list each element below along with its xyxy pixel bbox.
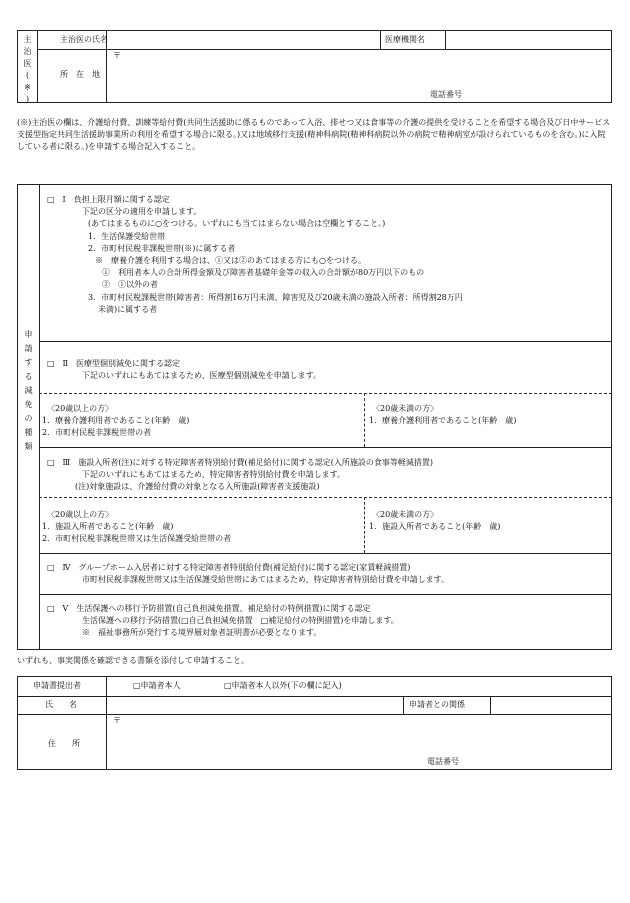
submitter-phone-label: 電話番号 [427,757,459,766]
section-1-title[interactable]: □ Ⅰ 負担上限月額に関する認定 [47,195,170,204]
attach-note: いずれも、事実関係を確認できる書類を添付して申請すること。 [17,656,249,665]
reduction-side-char: の [24,414,33,423]
reduction-side-char: す [24,358,33,367]
reduction-side-char: 種 [24,428,33,437]
section-1-option[interactable]: 3．市町村民税課税世帯(障害者：所得割16万円未満、障害児及び20歳未満の施設入所者：所得割28万円 [88,293,463,302]
physician-address-label: 所 在 地 [60,70,100,79]
physician-name-field[interactable] [112,35,372,47]
section-2-over20-head: 〈20歳以上の方〉 [47,404,114,413]
physician-side-char: ※ [24,83,31,92]
section-2-under20-item[interactable]: 1．療養介護利用者であること(年齢 歳) [369,416,517,425]
section-1-option[interactable]: ② ①以外の者 [102,280,158,289]
section-4-line: 市町村民税非課税世帯又は生活保護受給世帯にあてはまるため、特定障害者特別給付費を申請します。 [82,575,450,584]
section-4-title[interactable]: □ Ⅳ グループホーム入居者に対する特定障害者特別給付費(補足給付)に関する認定(家賃軽減措置) [47,563,411,572]
section-3-over20-item[interactable]: 2．市町村民税非課税世帯又は生活保護受給世帯の者 [42,534,232,543]
section-5-note: ※ 福祉事務所が発行する境界層対象者証明書が必要となります。 [82,628,322,637]
institution-field[interactable] [450,35,605,47]
section-2-over20-item[interactable]: 1．療養介護利用者であること(年齢 歳) [42,416,190,425]
section-1-line: ※ 療養介護を利用する場合は、①又は②のあてはまる方にも○をつける。 [95,256,366,265]
section-3-note: (注)対象施設は、介護給付費の対象となる入所施設(障害者支援施設) [75,482,320,491]
section-1-line: 下記の区分の適用を申請します。 [82,207,202,216]
submitter-self-option[interactable]: □申請者本人 [133,681,181,690]
reduction-side-char: 請 [24,344,33,353]
section-2-over20-item[interactable]: 2．市町村民税非課税世帯の者 [42,428,152,437]
reduction-side-char: 申 [24,330,33,339]
institution-label: 医療機関名 [385,35,425,44]
section-1-option[interactable]: ① 利用者本人の合計所得金額及び障害者基礎年金等の収入の合計額が80万円以下のもの [102,268,425,277]
submitter-name-field[interactable] [112,699,397,711]
physician-side-char: 医 [23,59,32,68]
section-2-line: 下記のいずれにもあてはまるため、医療型個別減免を申請します。 [82,371,322,380]
relation-label: 申請者との関係 [409,700,465,709]
reduction-side-label [19,328,38,454]
submitter-address-field[interactable] [125,718,605,754]
physician-side-char: ( [25,71,30,80]
section-1-line: 未満)に属する者 [98,305,158,314]
physician-postal-mark: 〒 [113,51,121,60]
section-2-title[interactable]: □ Ⅱ 医療型個別減免に関する認定 [47,359,180,368]
reduction-side-char: 減 [24,386,33,395]
section-5-title[interactable]: □ Ⅴ 生活保護への移行予防措置(自己負担減免措置、補足給付の特例措置)に関する認定 [47,604,371,613]
reduction-side-char: 免 [24,400,33,409]
section-3-over20-item[interactable]: 1．施設入所者であること(年齢 歳) [42,522,174,531]
submitter-name-label: 氏 名 [45,700,77,709]
relation-field[interactable] [495,699,605,711]
section-3-line: 下記のいずれにもあてはまるため、特定障害者特別給付費を申請します。 [82,470,346,479]
section-2-under20-head: 〈20歳未満の方〉 [372,404,439,413]
section-1-line: (あてはまるものに○をつける。いずれにも当てはまらない場合は空欄とすること。) [88,219,386,228]
physician-side-char: 治 [23,47,32,56]
section-3-under20-item[interactable]: 1．施設入所者であること(年齢 歳) [369,522,501,531]
physician-note: (※)主治医の欄は、介護給付費、訓練等給付費(共同生活援助に係るものであって入浴、排せつ又は食事等の介護の提供を受けることを希望する場合及び日中サービス支援型指定共同生活援助事業所の利用を希望する場合に限る。)又は地域移行支援(精神科病院(精神科病院以外の病院で精神病室が設けられているものを含む。)に入院している者に限る。)を申請する場合記入すること。 [17,118,611,151]
physician-address-field[interactable] [125,52,605,88]
physician-side-char: ) [25,95,30,104]
submitter-other-option[interactable]: □申請者本人以外(下の欄に記入) [224,681,342,690]
section-1-option[interactable]: 1．生活保護受給世帯 [88,232,166,241]
section-3-under20-head: 〈20歳未満の方〉 [372,510,439,519]
physician-side-char: 主 [23,35,32,44]
section-5-line[interactable]: 生活保護への移行予防措置(□自己負担減免措置 □補足給付の特例措置)を申請します。 [82,616,399,625]
physician-name-label: 主治医の氏名 [60,35,108,44]
physician-phone-label: 電話番号 [430,90,462,99]
reduction-side-char: る [24,372,33,381]
submitter-label: 申請書提出者 [33,681,81,690]
reduction-side-char: 類 [24,442,33,451]
physician-side-label [19,34,36,106]
section-1-option[interactable]: 2．市町村民税非課税世帯(※)に属する者 [88,244,236,253]
submitter-postal-mark: 〒 [113,716,121,725]
section-3-over20-head: 〈20歳以上の方〉 [47,510,114,519]
section-3-title[interactable]: □ Ⅲ 施設入所者(注)に対する特定障害者特別給付費(補足給付)に関する認定(入所施設の食事等軽減措置) [47,458,433,467]
submitter-address-label: 住 所 [48,739,80,748]
